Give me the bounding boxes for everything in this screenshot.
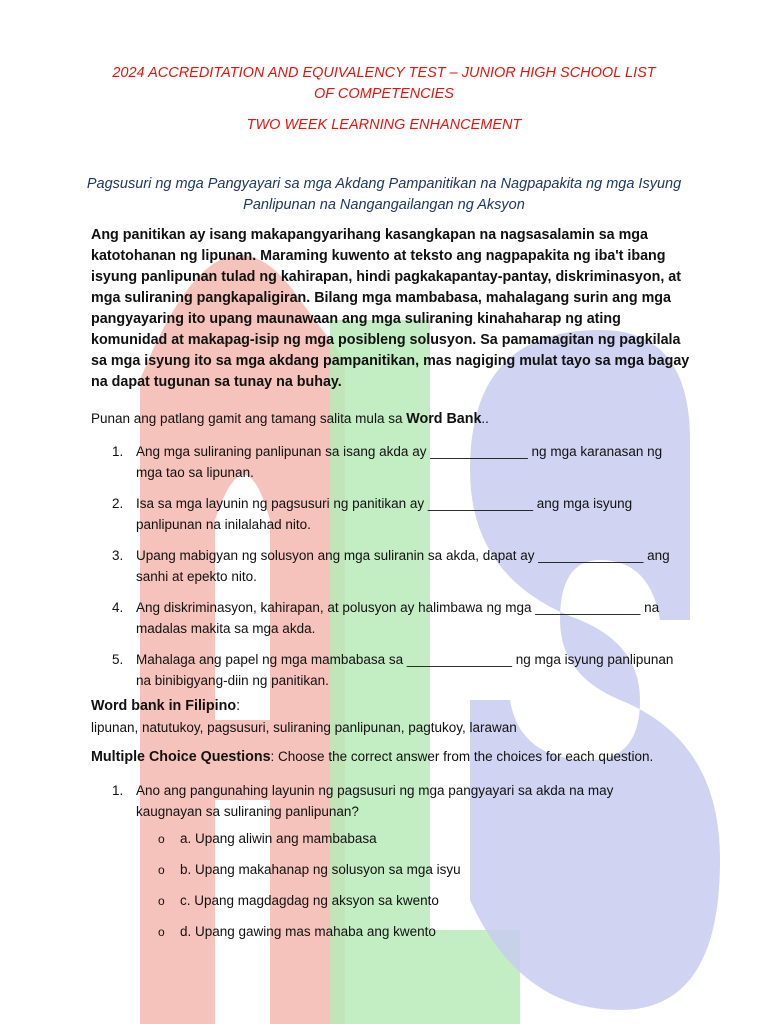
question-text: Ano ang pangunahing layunin ng pagsusuri ng mga pangyayari sa akda na may kaugnayan sa suliraning panlipunan? <box>136 783 614 819</box>
choice-bullet: o <box>158 894 165 908</box>
choice-item <box>158 862 461 893</box>
mcq-question <box>91 780 651 822</box>
mcq-heading <box>91 749 711 765</box>
choice-text: a. Upang aliwin ang mambabasa <box>180 831 377 846</box>
accreditation-title: 2024 ACCREDITATION AND EQUIVALENCY TEST – JUNIOR HIGH SCHOOL LIST OF COMPETENCIES <box>112 65 656 102</box>
mcq-choices <box>158 831 461 955</box>
item-text: Isa sa mga layunin ng pagsusuri ng panitikan ay ______________ ang mga isyung panlipunan na inilalahad nito. <box>136 496 633 532</box>
choice-text: b. Upang makahanap ng solusyon sa mga isyu <box>180 862 461 877</box>
item-text: Ang mga suliraning panlipunan sa isang akda ay _____________ ng mga karanasan ng mga tao sa lipunan. <box>136 444 663 480</box>
mcq-title: Multiple Choice Questions <box>91 749 271 765</box>
lesson-title: Pagsusuri ng mga Pangyayari sa mga Akdang Pampanitikan na Nagpapakita ng mga Isyung Panlipunan na Nangangailangan ng Aksyon <box>86 176 682 213</box>
fill-in-item <box>91 597 691 639</box>
fill-in-instruction <box>91 411 691 427</box>
mcq-instruction: : Choose the correct answer from the choices for each question. <box>270 749 654 764</box>
instruction-text: Punan ang patlang gamit ang tamang salita mula sa <box>91 411 407 426</box>
choice-text: d. Upang gawing mas mahaba ang kwento <box>180 924 436 939</box>
choice-bullet: o <box>158 863 165 877</box>
item-text: Ang diskriminasyon, kahirapan, at polusyon ay halimbawa ng mga ______________ na madalas makita sa mga akda. <box>136 600 660 636</box>
item-number: 5. <box>112 652 124 667</box>
item-number: 1. <box>112 444 124 459</box>
choice-item <box>158 924 461 955</box>
choice-item <box>158 831 461 862</box>
fill-in-item <box>91 649 691 691</box>
fill-in-item <box>91 545 691 587</box>
enhancement-subtitle: TWO WEEK LEARNING ENHANCEMENT <box>246 117 522 133</box>
item-number: 3. <box>112 548 124 563</box>
item-text: Mahalaga ang papel ng mga mambabasa sa ______________ ng mga isyung panlipunan na binibigyang-diin ng panitikan. <box>136 652 674 688</box>
fill-in-item <box>91 493 691 535</box>
fill-in-list <box>91 441 691 701</box>
intro-paragraph: Ang panitikan ay isang makapangyarihang kasangkapan na nagsasalamin sa mga katotohanan ng lipunan. Maraming kuwento at teksto ang nagpapakita ng iba't ibang isyung panlipunan tulad ng kahirapan, hindi pagkakapantay-pantay, diskriminasyon, at mga suliraning pangkapaligiran. Bilang mga mambabasa, mahalagang surin ang mga pangyayaring ito upang maunawaan ang mga suliraning kinahaharap ng ating komunidad at makapag-isip ng mga posibleng solusyon. Sa pamamagitan ng pagkilala sa mga isyung ito sa mga akdang pampanitikan, mas nagiging mulat tayo sa mga bagay na dapat tugunan sa tunay na buhay. <box>91 227 690 390</box>
word-bank-heading <box>91 698 240 714</box>
word-bank-title: Word bank in Filipino <box>91 698 237 714</box>
fill-in-item <box>91 441 691 483</box>
choice-item <box>158 893 461 924</box>
item-number: 2. <box>112 496 124 511</box>
choice-bullet: o <box>158 832 165 846</box>
word-bank-colon: : <box>236 698 241 714</box>
word-bank-words: lipunan, natutukoy, pagsusuri, suliraning panlipunan, pagtukoy, larawan <box>91 720 517 735</box>
choice-text: c. Upang magdagdag ng aksyon sa kwento <box>180 893 439 908</box>
question-number: 1. <box>112 783 124 798</box>
choice-bullet: o <box>158 925 165 939</box>
word-bank-reference: Word Bank <box>406 411 482 427</box>
item-number: 4. <box>112 600 124 615</box>
item-text: Upang mabigyan ng solusyon ang mga suliranin sa akda, dapat ay ______________ ang sanhi at epekto nito. <box>136 548 670 584</box>
instruction-suffix: .. <box>481 411 489 426</box>
